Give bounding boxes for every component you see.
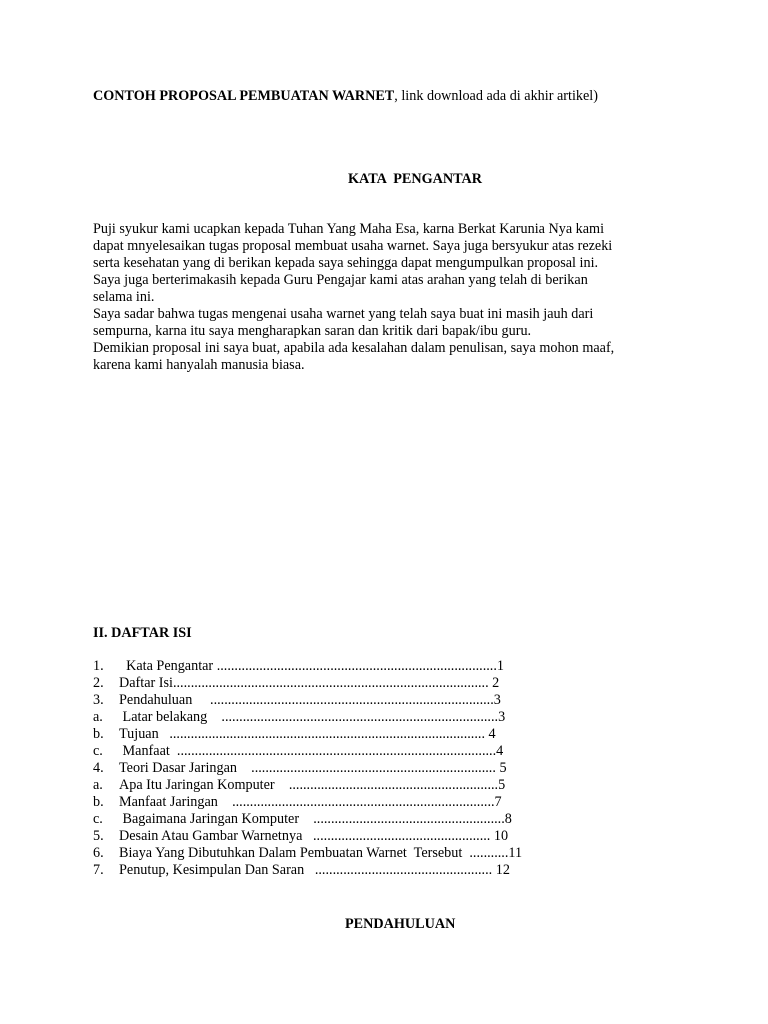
toc-item[interactable] (93, 777, 505, 794)
toc-item-number: b. (93, 726, 104, 742)
toc-item[interactable] (93, 658, 504, 675)
toc-item-number: 1. (93, 658, 104, 674)
toc-item-text: Penutup, Kesimpulan Dan Saran .................................................. 12 (119, 862, 510, 878)
toc-item-number: 6. (93, 845, 104, 861)
toc-item-number: 2. (93, 675, 104, 691)
toc-item[interactable] (93, 743, 503, 760)
toc-item-number: c. (93, 743, 103, 759)
toc-item-text: Biaya Yang Dibutuhkan Dalam Pembuatan Warnet Tersebut ...........11 (119, 845, 523, 861)
toc-item-text: Kata Pengantar ...............................................................................1 (119, 658, 504, 674)
toc-item-text: Teori Dasar Jaringan ..................................................................... 5 (119, 760, 507, 776)
toc-item-number: a. (93, 709, 103, 725)
toc-item-text: Pendahuluan ................................................................................3 (119, 692, 501, 708)
toc-item[interactable] (93, 675, 499, 692)
toc-item-text: Manfaat Jaringan ..........................................................................7 (119, 794, 502, 810)
toc-item-text: Latar belakang ..............................................................................3 (119, 709, 506, 725)
toc-item[interactable] (93, 811, 512, 828)
toc-item-text: Apa Itu Jaringan Komputer ...........................................................5 (119, 777, 506, 793)
toc-item-text: Daftar Isi......................................................................................... 2 (119, 675, 500, 691)
paragraph-line: Saya sadar bahwa tugas mengenai usaha warnet yang telah saya buat ini masih jauh dari (93, 306, 594, 322)
paragraph-line: Demikian proposal ini saya buat, apabila ada kesalahan dalam penulisan, saya mohon maaf, (93, 340, 615, 356)
daftar-isi-heading: II. DAFTAR ISI (93, 625, 192, 641)
pendahuluan-heading: PENDAHULUAN (345, 916, 456, 932)
document-title (93, 88, 598, 105)
toc-item[interactable] (93, 794, 502, 811)
paragraph-line: dapat mnyelesaikan tugas proposal membuat usaha warnet. Saya juga bersyukur atas rezeki (93, 238, 613, 254)
toc-item[interactable] (93, 726, 496, 743)
toc-item[interactable] (93, 709, 505, 726)
document-title-rest: , link download ada di akhir artikel) (394, 88, 598, 104)
paragraph-line: serta kesehatan yang di berikan kepada saya sehingga dapat mengumpulkan proposal ini. (93, 255, 599, 271)
toc-item-number: 7. (93, 862, 104, 878)
toc-item-number: 4. (93, 760, 104, 776)
toc-item[interactable] (93, 845, 522, 862)
toc-item[interactable] (93, 692, 501, 709)
kata-pengantar-heading: KATA PENGANTAR (348, 171, 482, 187)
toc-item-text: Desain Atau Gambar Warnetnya .................................................. 10 (119, 828, 509, 844)
paragraph-line: selama ini. (93, 289, 155, 305)
toc-item-text: Bagaimana Jaringan Komputer ......................................................8 (119, 811, 512, 827)
toc-item-number: 5. (93, 828, 104, 844)
toc-item[interactable] (93, 828, 508, 845)
paragraph-line: karena kami hanyalah manusia biasa. (93, 357, 305, 373)
toc-item-number: b. (93, 794, 104, 810)
toc-item[interactable] (93, 760, 507, 777)
toc-item-number: a. (93, 777, 103, 793)
toc-item-number: c. (93, 811, 103, 827)
toc-item-text: Tujuan ......................................................................................... 4 (119, 726, 496, 742)
toc-item[interactable] (93, 862, 510, 879)
paragraph-line: sempurna, karna itu saya mengharapkan saran dan kritik dari bapak/ibu guru. (93, 323, 532, 339)
paragraph-line: Puji syukur kami ucapkan kepada Tuhan Yang Maha Esa, karna Berkat Karunia Nya kami (93, 221, 605, 237)
paragraph-line: Saya juga berterimakasih kepada Guru Pengajar kami atas arahan yang telah di berikan (93, 272, 588, 288)
toc-item-number: 3. (93, 692, 104, 708)
toc-item-text: Manfaat ..........................................................................................4 (119, 743, 504, 759)
document-title-bold: CONTOH PROPOSAL PEMBUATAN WARNET (93, 88, 395, 104)
